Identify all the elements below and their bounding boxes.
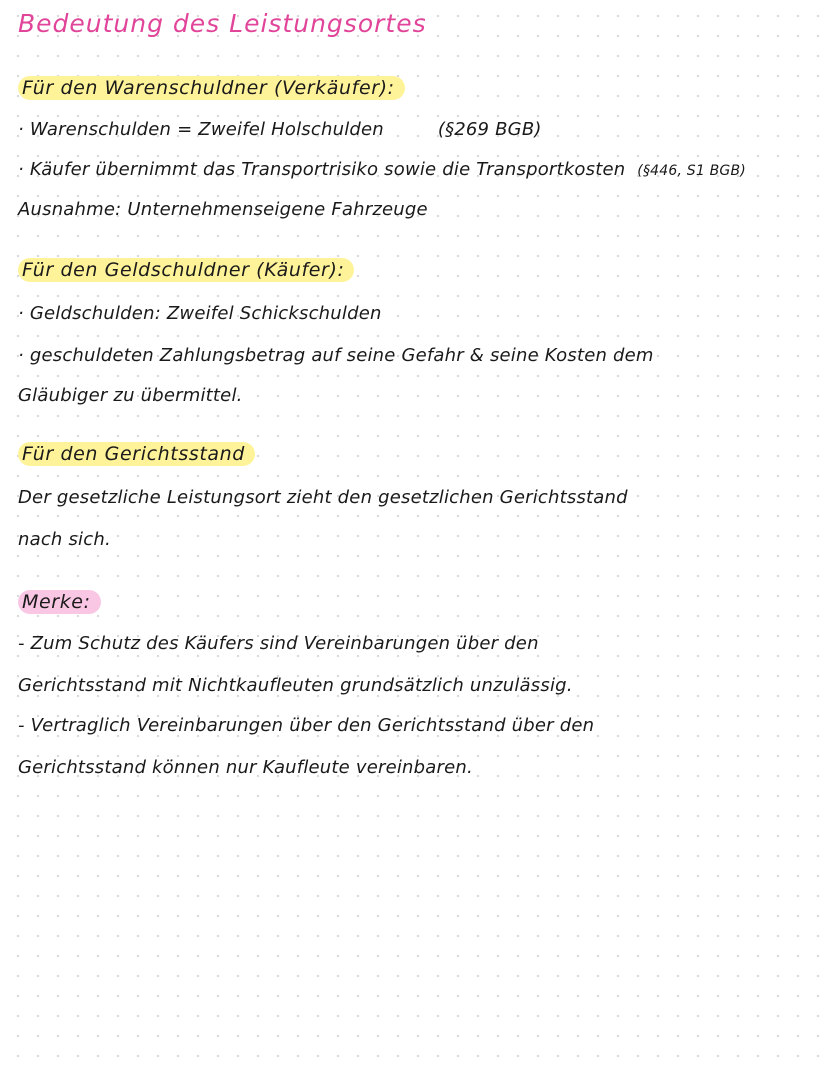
warenschuldner-line-2 <box>18 158 746 183</box>
merke-line-3: - Vertraglich Vereinbarungen über den Gerichtsstand über den <box>18 715 595 736</box>
heading-merke: Merke: <box>18 590 101 614</box>
page-title: Bedeutung des Leistungsortes <box>18 9 427 38</box>
merke-line-4: Gerichtsstand können nur Kaufleute vereinbaren. <box>18 757 473 778</box>
heading-warenschuldner: Für den Warenschuldner (Verkäufer): <box>18 76 405 100</box>
gerichtsstand-line-2: nach sich. <box>18 529 111 550</box>
warenschuldner-ref-2: (§446, S1 BGB) <box>637 163 746 179</box>
gerichtsstand-line-1: Der gesetzliche Leistungsort zieht den gesetzlichen Gerichtsstand <box>18 487 628 508</box>
warenschuldner-line-3: Ausnahme: Unternehmenseigene Fahrzeuge <box>18 199 428 220</box>
geldschuldner-line-3: Gläubiger zu übermittel. <box>18 385 243 406</box>
heading-gerichtsstand: Für den Gerichtsstand <box>18 442 255 466</box>
heading-geldschuldner: Für den Geldschuldner (Käufer): <box>18 258 354 282</box>
warenschuldner-line-1 <box>18 118 542 142</box>
warenschuldner-text-1: · Warenschulden = Zweifel Holschulden <box>18 119 384 140</box>
warenschuldner-text-2: · Käufer übernimmt das Transportrisiko sowie die Transportkosten <box>18 159 626 180</box>
merke-line-1: - Zum Schutz des Käufers sind Vereinbarungen über den <box>18 633 539 654</box>
geldschuldner-line-1: · Geldschulden: Zweifel Schickschulden <box>18 303 382 324</box>
heading-merke-row <box>18 590 101 615</box>
warenschuldner-ref-1: (§269 BGB) <box>437 119 542 140</box>
heading-gerichtsstand-row <box>18 442 255 467</box>
heading-warenschuldner-row <box>18 76 405 101</box>
geldschuldner-line-2: · geschuldeten Zahlungsbetrag auf seine Gefahr & seine Kosten dem <box>18 345 654 366</box>
heading-geldschuldner-row <box>18 258 354 283</box>
merke-line-2: Gerichtsstand mit Nichtkaufleuten grundsätzlich unzulässig. <box>18 675 573 696</box>
